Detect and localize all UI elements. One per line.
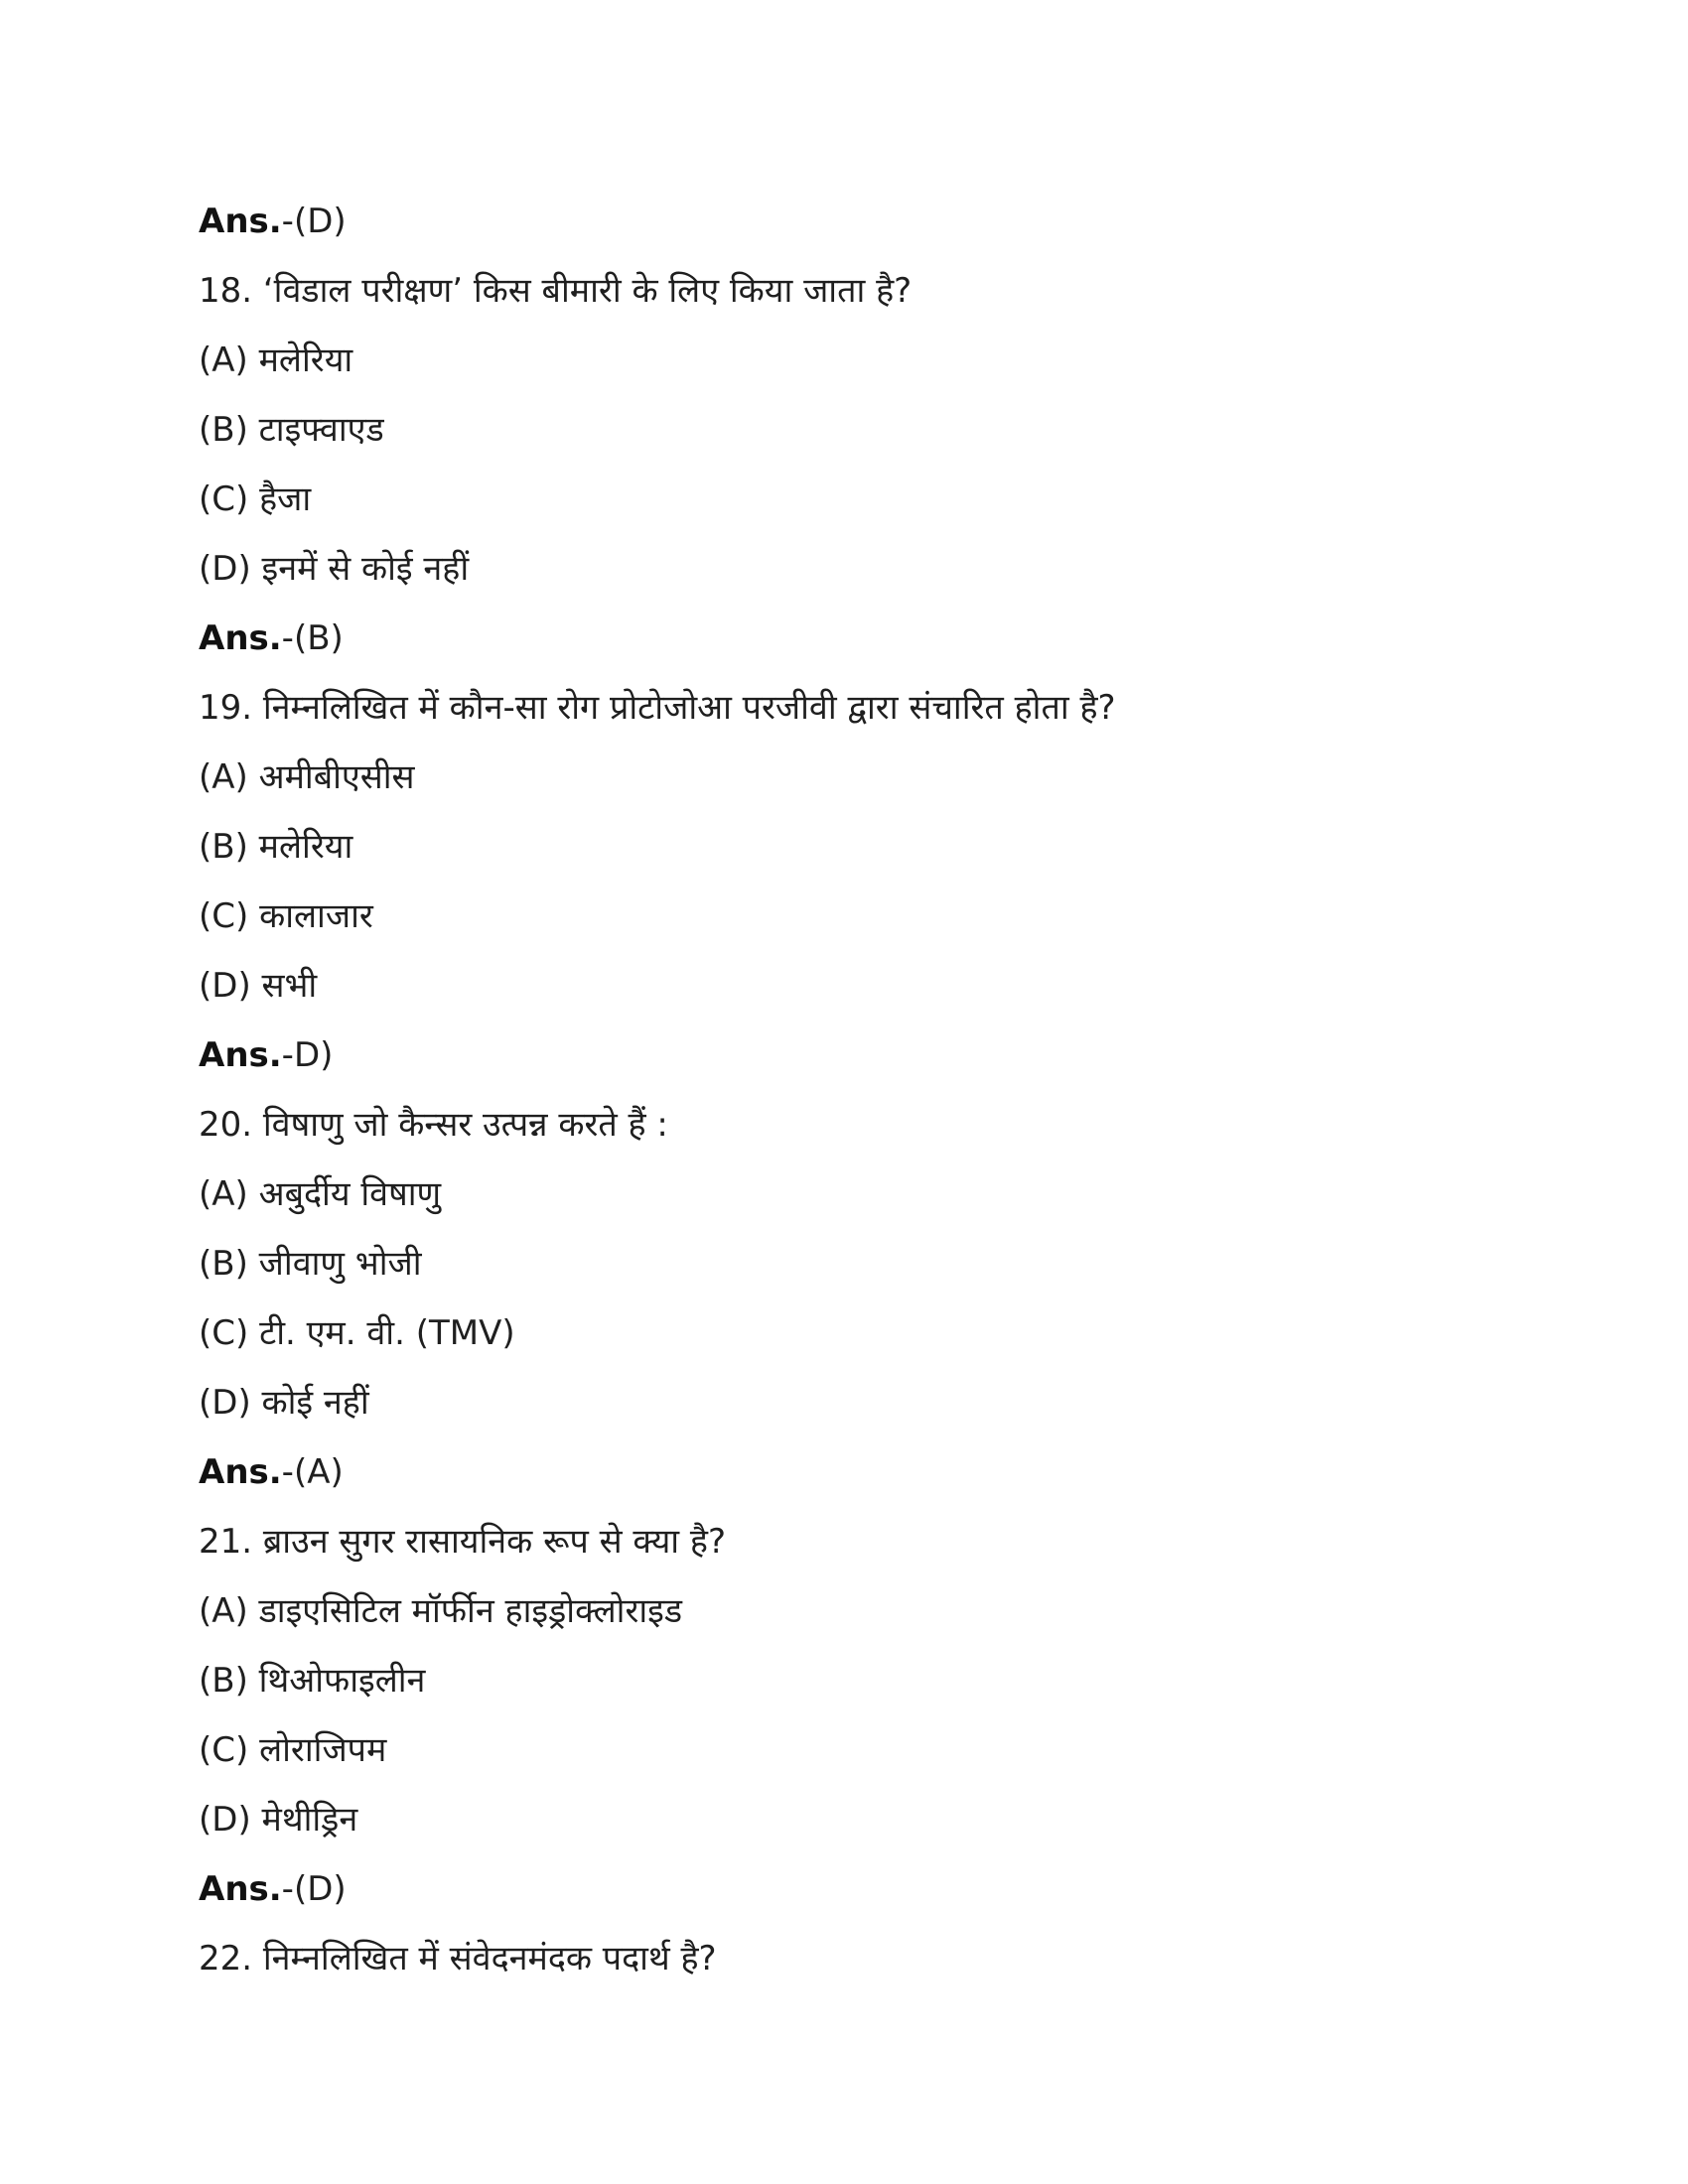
question-18: 18. ‘विडाल परीक्षण’ किस बीमारी के लिए किया जाता है? [199, 271, 913, 311]
answer-line [199, 1029, 1489, 1099]
answer-value: -D) [281, 1035, 334, 1075]
answer-value: -(D) [281, 1869, 347, 1909]
option-21-d: (D) मेथीड्रिन [199, 1800, 358, 1840]
option-20-a: (A) अबुर्दीय विषाणु [199, 1174, 442, 1214]
answer-line [199, 1863, 1489, 1933]
option-20-c: (C) टी. एम. वी. (TMV) [199, 1313, 515, 1353]
option-18-a: (A) मलेरिया [199, 341, 353, 380]
option-21-a: (A) डाइएसिटिल मॉर्फीन हाइड्रोक्लोराइड [199, 1591, 683, 1631]
option-19-b: (B) मलेरिया [199, 827, 353, 867]
option-18-d: (D) इनमें से कोई नहीं [199, 549, 470, 589]
answer-label: Ans. [199, 1452, 282, 1492]
option-19-a: (A) अमीबीएसीस [199, 757, 415, 797]
option-21-c: (C) लोराजिपम [199, 1730, 387, 1770]
answer-value: -(A) [281, 1452, 344, 1492]
answer-line [199, 196, 1489, 265]
option-19-d: (D) सभी [199, 966, 318, 1006]
answer-label: Ans. [199, 618, 282, 658]
option-21-b: (B) थिओफाइलीन [199, 1661, 426, 1701]
answer-value: -(D) [281, 202, 347, 241]
answer-line [199, 1446, 1489, 1516]
question-21: 21. ब्राउन सुगर रासायनिक रूप से क्या है? [199, 1522, 727, 1562]
option-20-d: (D) कोई नहीं [199, 1383, 369, 1423]
option-19-c: (C) कालाजार [199, 896, 373, 936]
answer-label: Ans. [199, 1035, 282, 1075]
question-22: 22. निम्नलिखित में संवेदनमंदक पदार्थ है? [199, 1939, 717, 1979]
answer-label: Ans. [199, 1869, 282, 1909]
question-20: 20. विषाणु जो कैन्सर उत्पन्न करते हैं : [199, 1105, 668, 1145]
question-19: 19. निम्नलिखित में कौन-सा रोग प्रोटोजोआ परजीवी द्वारा संचारित होता है? [199, 688, 1116, 728]
answer-value: -(B) [281, 618, 344, 658]
question-list [199, 196, 1489, 2002]
answer-line [199, 613, 1489, 682]
answer-label: Ans. [199, 202, 282, 241]
option-18-b: (B) टाइफ्वाएड [199, 410, 384, 450]
option-18-c: (C) हैजा [199, 479, 312, 519]
option-20-b: (B) जीवाणु भोजी [199, 1244, 422, 1284]
